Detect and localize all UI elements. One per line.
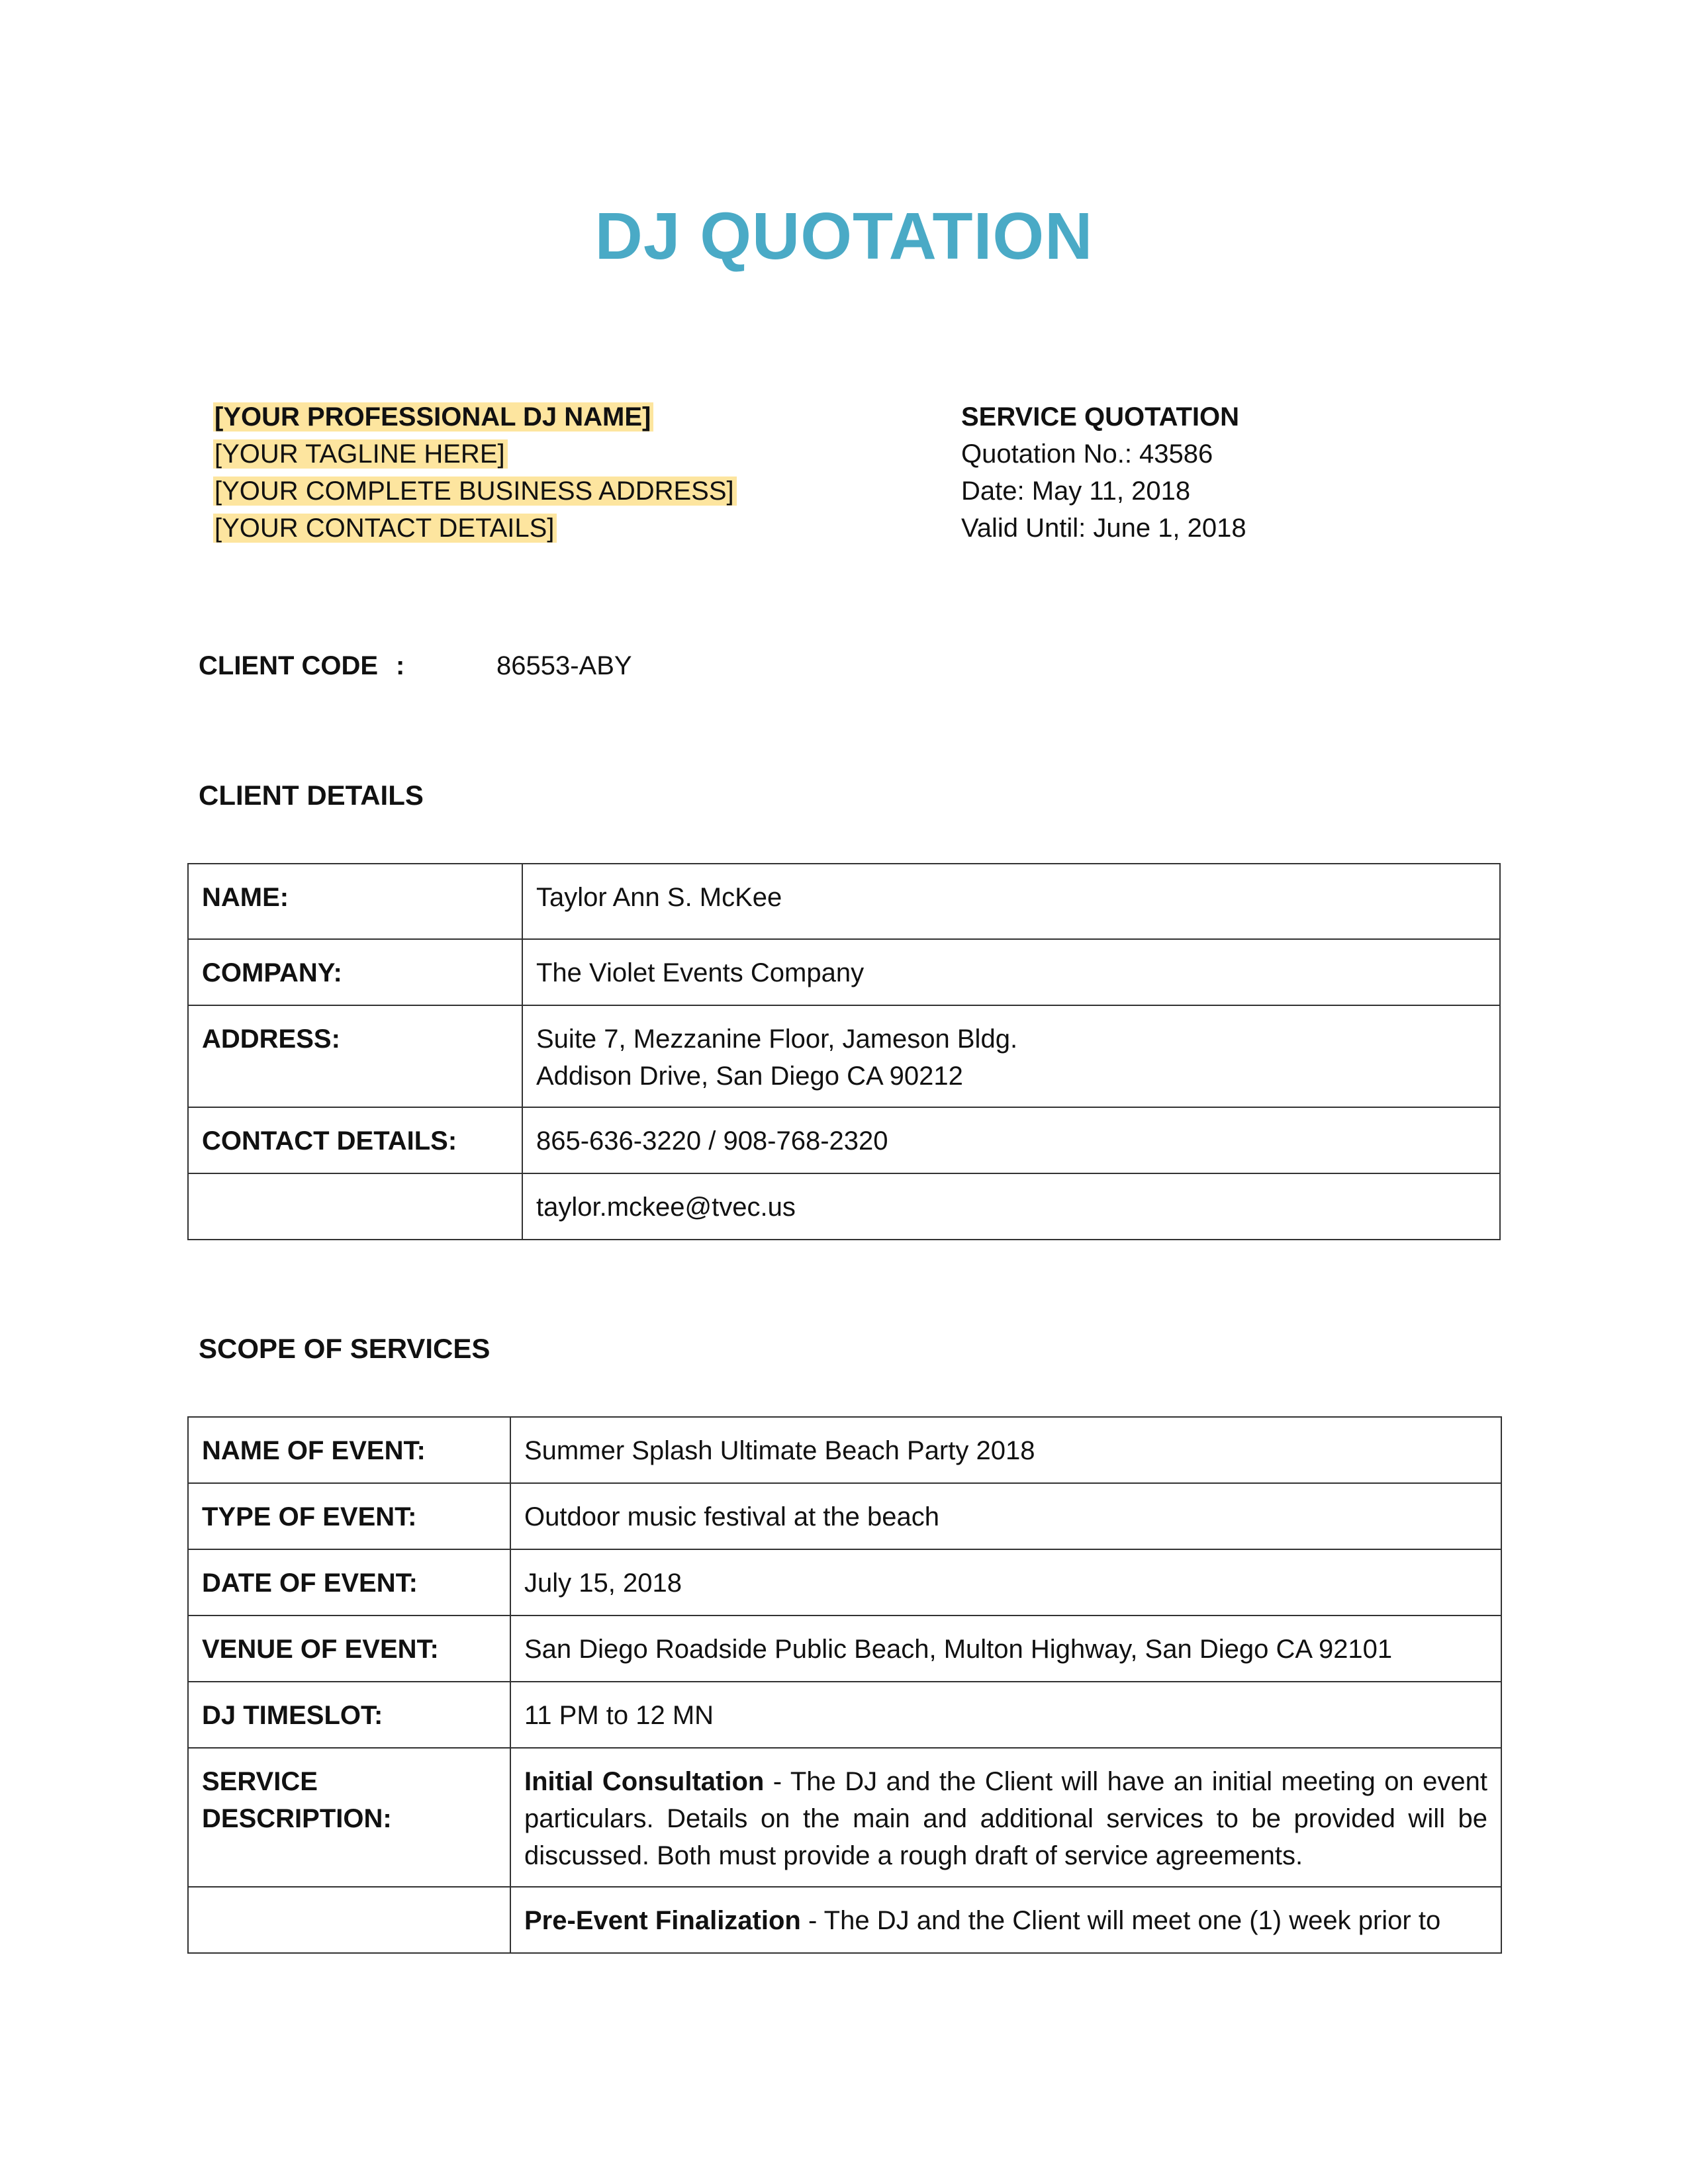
event-name-value: Summer Splash Ultimate Beach Party 2018 bbox=[510, 1417, 1501, 1483]
service-description-label: SERVICE DESCRIPTION: bbox=[188, 1748, 510, 1887]
dj-timeslot-label: DJ TIMESLOT: bbox=[188, 1682, 510, 1748]
client-code-label: CLIENT CODE bbox=[199, 651, 379, 680]
service-item-text: - The DJ and the Client will meet one (1) week prior to bbox=[800, 1906, 1441, 1935]
table-row bbox=[188, 939, 1500, 1005]
event-name-label: NAME OF EVENT: bbox=[188, 1417, 510, 1483]
client-name-label: NAME: bbox=[188, 864, 522, 939]
client-code-separator: : bbox=[396, 651, 405, 680]
scope-of-services-heading: SCOPE OF SERVICES bbox=[199, 1333, 491, 1364]
client-address-label: ADDRESS: bbox=[188, 1005, 522, 1107]
event-date-label: DATE OF EVENT: bbox=[188, 1549, 510, 1615]
table-row bbox=[188, 1549, 1501, 1615]
table-row bbox=[188, 1682, 1501, 1748]
event-venue-label: VENUE OF EVENT: bbox=[188, 1615, 510, 1682]
client-details-heading: CLIENT DETAILS bbox=[199, 780, 424, 811]
client-company-value: The Violet Events Company bbox=[522, 939, 1500, 1005]
table-row bbox=[188, 1005, 1500, 1107]
event-date-value: July 15, 2018 bbox=[510, 1549, 1501, 1615]
table-row bbox=[188, 1107, 1500, 1173]
table-row bbox=[188, 1417, 1501, 1483]
table-row bbox=[188, 1748, 1501, 1887]
client-name-value: Taylor Ann S. McKee bbox=[522, 864, 1500, 939]
quotation-valid-until: Valid Until: June 1, 2018 bbox=[961, 514, 1246, 543]
table-row bbox=[188, 1615, 1501, 1682]
quotation-info-block bbox=[961, 398, 1246, 547]
table-row bbox=[188, 1483, 1501, 1549]
service-item-text: - The DJ and the Client will have an initial meeting on event particulars. Details on the main and additional services to be provided will be discussed. Both must provide a rough draft of service agreements. bbox=[524, 1767, 1487, 1870]
client-address-line-1: Suite 7, Mezzanine Floor, Jameson Bldg. bbox=[536, 1024, 1018, 1054]
service-description-value bbox=[510, 1748, 1501, 1887]
client-address-value bbox=[522, 1005, 1500, 1107]
event-type-value: Outdoor music festival at the beach bbox=[510, 1483, 1501, 1549]
business-address: [YOUR COMPLETE BUSINESS ADDRESS] bbox=[213, 477, 737, 506]
event-type-label: TYPE OF EVENT: bbox=[188, 1483, 510, 1549]
table-row bbox=[188, 1887, 1501, 1953]
business-contact: [YOUR CONTACT DETAILS] bbox=[213, 514, 557, 543]
client-company-label: COMPANY: bbox=[188, 939, 522, 1005]
client-email-value: taylor.mckee@tvec.us bbox=[522, 1173, 1500, 1240]
table-row bbox=[188, 1173, 1500, 1240]
dj-tagline: [YOUR TAGLINE HERE] bbox=[213, 439, 508, 469]
client-contact-value: 865-636-3220 / 908-768-2320 bbox=[522, 1107, 1500, 1173]
table-row bbox=[188, 864, 1500, 939]
service-description-continued-value bbox=[510, 1887, 1501, 1953]
client-address-line-2: Addison Drive, San Diego CA 90212 bbox=[536, 1062, 963, 1091]
service-description-continued-label bbox=[188, 1887, 510, 1953]
client-details-table bbox=[187, 863, 1501, 1240]
service-item-title: Pre-Event Finalization bbox=[524, 1906, 801, 1935]
client-code-value: 86553-ABY bbox=[496, 651, 632, 680]
dj-timeslot-value: 11 PM to 12 MN bbox=[510, 1682, 1501, 1748]
quotation-number: Quotation No.: 43586 bbox=[961, 439, 1213, 469]
document-title: DJ QUOTATION bbox=[594, 199, 1094, 273]
service-item-title: Initial Consultation bbox=[524, 1767, 765, 1796]
business-info-block bbox=[213, 398, 737, 547]
client-email-label bbox=[188, 1173, 522, 1240]
quotation-heading: SERVICE QUOTATION bbox=[961, 402, 1240, 432]
dj-name: [YOUR PROFESSIONAL DJ NAME] bbox=[213, 402, 653, 432]
scope-of-services-table bbox=[187, 1416, 1502, 1954]
quotation-date: Date: May 11, 2018 bbox=[961, 477, 1191, 506]
client-contact-label: CONTACT DETAILS: bbox=[188, 1107, 522, 1173]
event-venue-value: San Diego Roadside Public Beach, Multon Highway, San Diego CA 92101 bbox=[510, 1615, 1501, 1682]
